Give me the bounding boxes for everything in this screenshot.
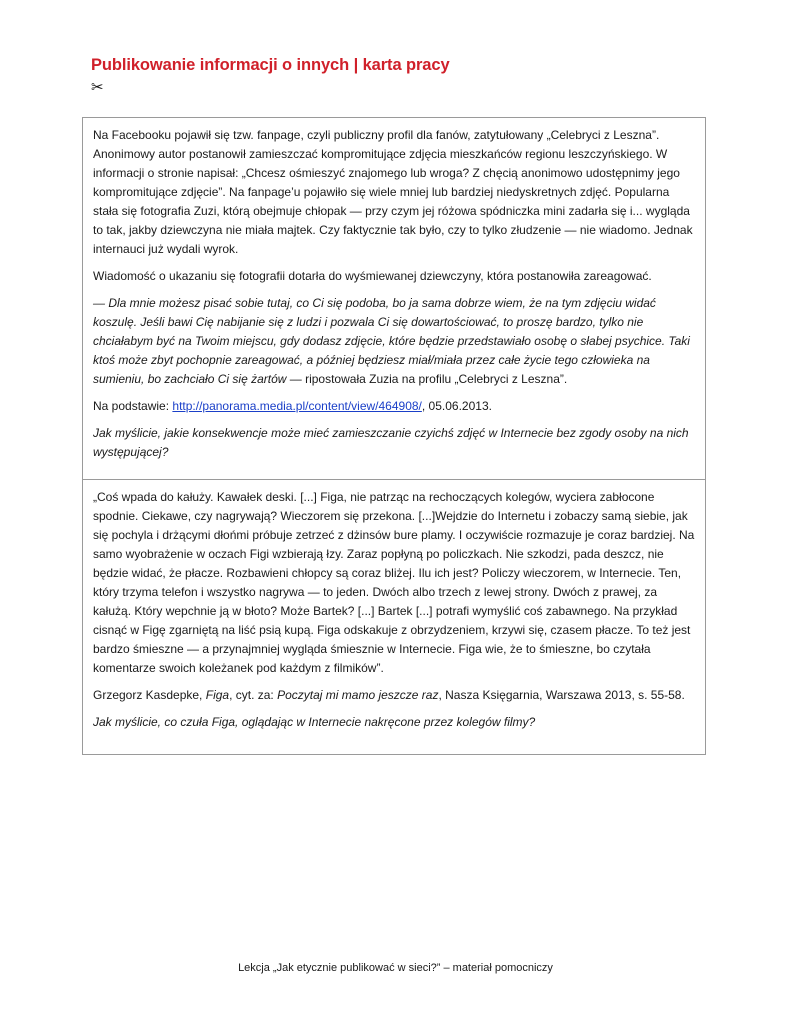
citation-mid: , cyt. za: xyxy=(229,688,278,702)
citation-rest: , Nasza Księgarnia, Warszawa 2013, s. 55-58. xyxy=(438,688,685,702)
discussion-question: Jak myślicie, jakie konsekwencje może mieć zamieszczanie czyichś zdjęć w Internecie bez zgody osoby na nich występującej? xyxy=(93,426,689,459)
source-prefix: Na podstawie: xyxy=(93,399,173,413)
citation-author: Grzegorz Kasdepke, xyxy=(93,688,206,702)
scissors-icon: ✂ xyxy=(91,79,104,96)
citation-title: Figa xyxy=(205,688,230,702)
source-link[interactable]: http://panorama.media.pl/content/view/464908/ xyxy=(172,399,422,413)
excerpt-paragraph: „Coś wpada do kałuży. Kawałek deski. [...] Figa, nie patrząc na rechoczących kolegów, wyciera zabłocone spodnie. Ciekawe, czy nagrywają? Wieczorem się przekona. [...]Wejdzie do Internetu i zobaczy samą siebie, jak się pochyla i drżącymi dłońmi próbuje zetrzeć z dżinsów bure plamy. I oczywiście rozmazuje je coraz bardziej. Na samo wyobrażenie w oczach Figi wzbierają łzy. Zaraz popłyną po policzkach. Nie szkodzi, pada deszcz, nie będzie widać, że płacze. Rozbawieni chłopcy są coraz bliżej. Ilu ich jest? Policzy wieczorem, w Internecie. Ten, który trzyma telefon i wszystko nagrywa — to jeden. Dwóch albo trzech z lewej strony. Dwóch z prawej, za kałużą. Który wepchnie ją w błoto? Może Bartek? [...] Bartek [...] potrafi wymyślić coś zabawnego. Na przykład cisnąć w Figę zgarniętą na liść psią kupą. Figa odskakuje z obrzydzeniem, krzywi się, czasem płacze. To też jest bardzo śmieszne — a przynajmniej wygląda śmiesznie w Internecie. Figa wie, że to śmieszne, bo czytała komentarze swoich koleżanek pod każdym z filmików”. xyxy=(93,490,695,675)
source-date: , 05.06.2013. xyxy=(421,399,492,413)
worksheet-card-figa xyxy=(82,480,706,755)
citation-line xyxy=(93,686,695,705)
page-footer: Lekcja „Jak etycznie publikować w sieci?” – materiał pomocniczy xyxy=(238,962,553,974)
page-title: Publikowanie informacji o innych | karta pracy xyxy=(91,56,450,74)
story-paragraph: Wiadomość o ukazaniu się fotografii dotarła do wyśmiewanej dziewczyny, która postanowiła zareagować. xyxy=(93,269,652,283)
discussion-question: Jak myślicie, co czuła Figa, oglądając w Internecie nakręcone przez kolegów filmy? xyxy=(93,715,536,729)
worksheet-card-facebook xyxy=(82,117,706,480)
quote-attribution: — ripostowała Zuzia na profilu „Celebryci z Leszna”. xyxy=(286,372,568,386)
quote-paragraph xyxy=(93,294,695,389)
citation-book: Poczytaj mi mamo jeszcze raz xyxy=(277,688,439,702)
story-paragraph: Na Facebooku pojawił się tzw. fanpage, czyli publiczny profil dla fanów, zatytułowany „Celebryci z Leszna”. Anonimowy autor postanowił zamieszczać kompromitujące zdjęcia mieszkańców regionu leszczyńskiego. W informacji o stronie napisał: „Chcesz ośmieszyć znajomego lub wroga? Z chęcią anonimowo udostępnimy jego kompromitujące zdjęcie”. Na fanpage’u pojawiło się wiele mniej lub bardziej niedyskretnych zdjęć. Popularna stała się fotografia Zuzi, którą obejmuje chłopak — przy czym jej różowa spódniczka mini zadarła się i... wygląda to tak, jakby dziewczyna nie miała majtek. Czy faktycznie tak było, czy to tylko złudzenie — nie wiadomo. Jednak internauci już wydali wyrok. xyxy=(93,128,693,256)
source-line xyxy=(93,397,695,416)
quote-italic: — Dla mnie możesz pisać sobie tutaj, co Ci się podoba, bo ja sama dobrze wiem, że na tym zdjęciu widać koszulę. Jeśli bawi Cię nabijanie się z ludzi i pozwala Ci się dowartościować, to proszę bardzo, tylko nie chciałabym być na Twoim miejscu, gdy dodasz zdjęcie, które będzie przedstawiało osobę o słabej psychice. Taki ktoś może zbyt pochopnie zareagować, a później będziesz miał/miała przez całe życie tego człowieka na sumieniu, bo zachciało Ci się żartów xyxy=(93,296,690,386)
